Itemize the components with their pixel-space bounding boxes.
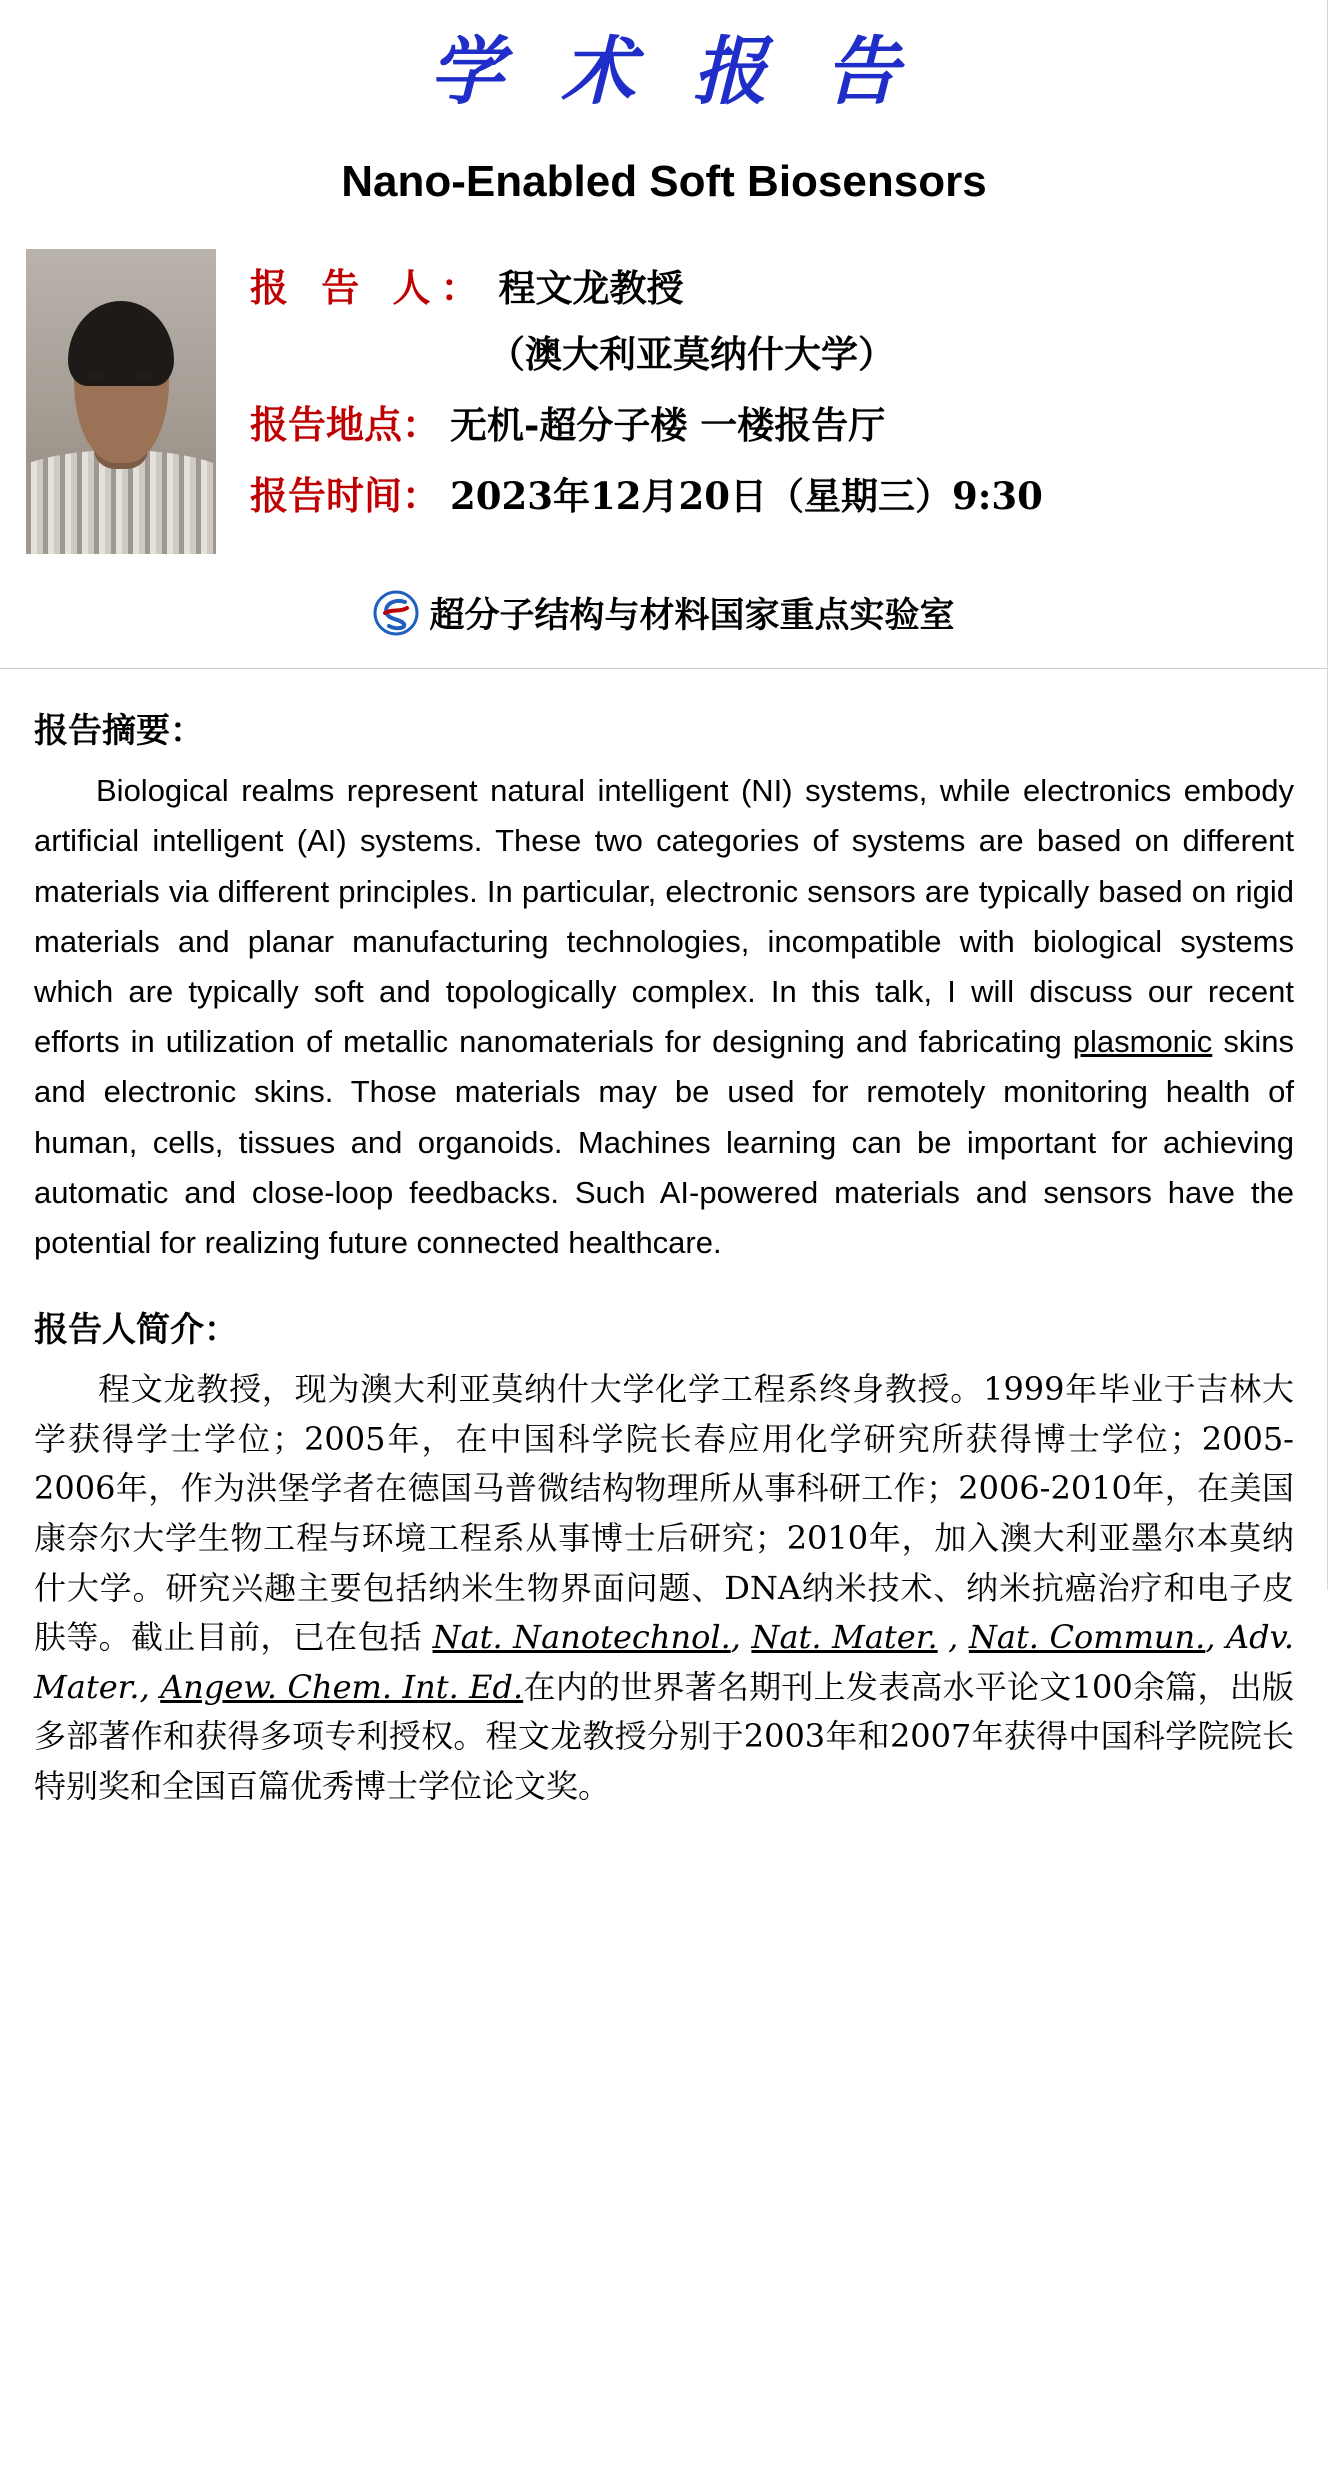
- bio-journal-1: Nat. Nanotechnol.: [432, 1618, 731, 1657]
- bio-section: [0, 1302, 1328, 1811]
- speaker-name: 程文龙教授: [498, 266, 684, 311]
- talk-title: Nano-Enabled Soft Biosensors: [341, 157, 987, 207]
- speaker-photo: [26, 249, 216, 554]
- bio-journal-5: Angew. Chem. Int. Ed.: [160, 1667, 524, 1706]
- bio-part2: 在内的世界著名期刊上发表高水平论文100余篇，出版多部著作和获得多项专利授权。程文龙教授分别于2003年和2007年获得中国科学院院长特别奖和全国百篇优秀博士学位论文奖。: [34, 1667, 1294, 1806]
- abstract-underlined-word: plasmonic: [1072, 1024, 1213, 1060]
- venue-value: 无机-超分子楼 一楼报告厅: [450, 403, 886, 448]
- bio-sep-1: ,: [730, 1618, 752, 1657]
- banner: [0, 0, 1328, 115]
- venue-label: 报告地点：: [250, 402, 441, 448]
- abstract-part1: Biological realms represent natural intelligent (NI) systems, while electronics embody artificial intelligent (AI) systems. These two categories of systems are based on different materials via different principles. In particular, electronic sensors are typically based on rigid materials and planar manufacturing technologies, incompatible with biological systems which are typically soft and topologically complex. In this talk, I will discuss our recent efforts in utilization of metallic nanomaterials for designing and fabricating: [34, 773, 1294, 1060]
- bio-journal-3: Nat. Commun.: [968, 1618, 1206, 1657]
- lab-name: 超分子结构与材料国家重点实验室: [429, 595, 955, 637]
- time-value: 2023年12月20日（星期三）9:30: [450, 474, 1043, 519]
- banner-title: 学 术 报 告: [429, 29, 915, 115]
- header-divider: [0, 668, 1328, 669]
- abstract-part2: skins and electronic skins. Those materials may be used for remotely monitoring health of human, cells, tissues and organoids. Machines learning can be important for achieving automatic and close-loop feedbacks. Such AI-powered materials and sensors have the potential for realizing future connected healthcare.: [34, 1024, 1294, 1261]
- lab-line: [0, 588, 1328, 638]
- bio-sep-4: [150, 1668, 160, 1706]
- bio-heading: 报告人简介：: [34, 1310, 238, 1351]
- bio-journal-2: Nat. Mater.: [751, 1618, 938, 1657]
- bio-paragraph: [34, 1365, 1294, 1811]
- speaker-affiliation: （澳大利亚莫纳什大学）: [488, 332, 895, 377]
- bio-sep-2: ,: [937, 1618, 969, 1657]
- lab-logo-icon: [373, 590, 419, 636]
- speaker-info-lines: [250, 249, 1043, 536]
- time-row: [250, 465, 1043, 520]
- venue-row: [250, 394, 1043, 449]
- speaker-row: [250, 257, 1043, 312]
- bio-journal-4: Adv. Mater.,: [34, 1618, 1295, 1706]
- speaker-label: 报 告 人：: [250, 265, 489, 311]
- bio-sep-3: ,: [1205, 1618, 1226, 1657]
- abstract-paragraph: [34, 766, 1294, 1268]
- speaker-info-block: [0, 249, 1328, 554]
- abstract-section: [0, 703, 1328, 1268]
- bio-part1: 程文龙教授，现为澳大利亚莫纳什大学化学工程系终身教授。1999年毕业于吉林大学获得学士学位；2005年，在中国科学院长春应用化学研究所获得博士学位；2005-2006年，作为洪堡学者在德国马普微结构物理所从事科研工作；2006-2010年，在美国康奈尔大学生物工程与环境工程系从事博士后研究；2010年，加入澳大利亚墨尔本莫纳什大学。研究兴趣主要包括纳米生物界面问题、DNA纳米技术、纳米抗癌治疗和电子皮肤等。截止目前，已在包括: [34, 1370, 1294, 1657]
- abstract-heading: 报告摘要：: [34, 711, 204, 752]
- time-label: 报告时间：: [250, 473, 441, 519]
